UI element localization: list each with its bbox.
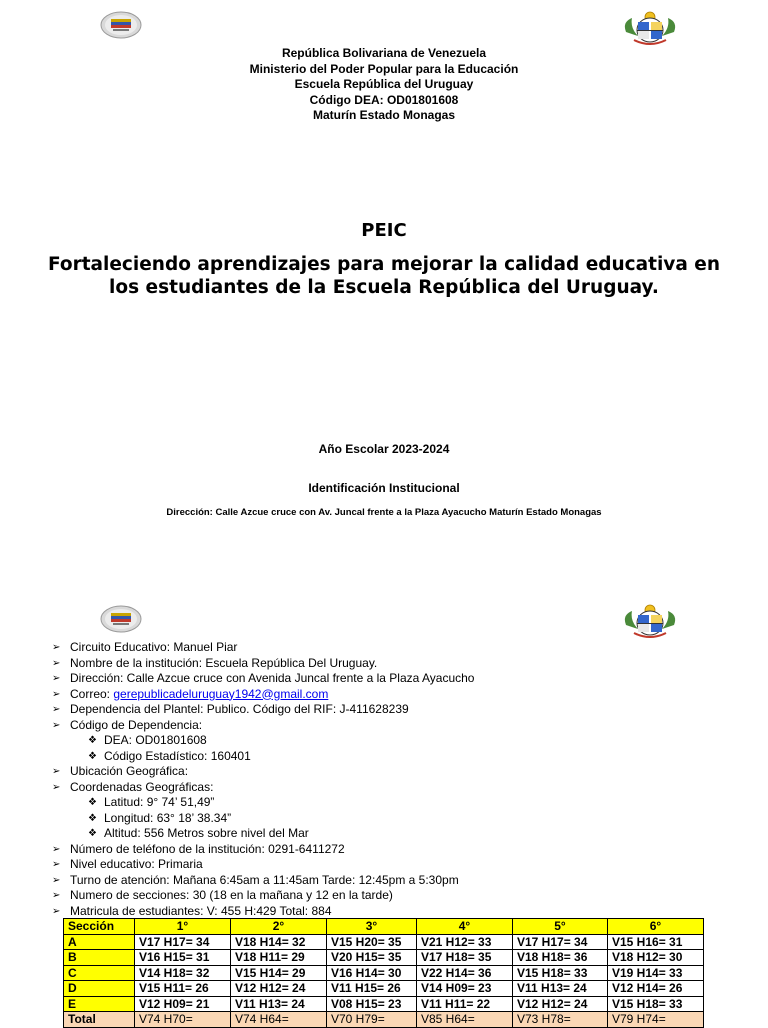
diamond-bullet-icon: ❖ xyxy=(88,750,97,762)
table-cell: V18 H18= 36 xyxy=(513,950,608,966)
arrow-bullet-icon: ➢ xyxy=(52,673,61,684)
header-line-location: Maturín Estado Monagas xyxy=(312,108,455,122)
table-cell: V15 H11= 26 xyxy=(135,981,231,997)
table-cell: V15 H14= 29 xyxy=(231,965,327,981)
table-cell: V20 H15= 35 xyxy=(327,950,417,966)
arrow-bullet-icon: ➢ xyxy=(52,766,61,777)
uruguay-coat-of-arms-icon xyxy=(620,603,680,639)
table-cell: V18 H12= 30 xyxy=(608,950,704,966)
header-line-country: República Bolivariana de Venezuela xyxy=(281,46,487,60)
section-label-cell: D xyxy=(64,981,135,997)
venezuela-seal-icon xyxy=(100,11,142,39)
institution-header xyxy=(0,46,768,124)
table-cell: V16 H14= 30 xyxy=(327,965,417,981)
header-line-ministry: Ministerio del Poder Popular para la Educación xyxy=(249,61,519,76)
list-item: ➢ Numero de secciones: 30 (18 en la mañana y 12 en la tarde) xyxy=(52,888,393,902)
table-cell: V17 H17= 34 xyxy=(135,934,231,950)
table-cell: V74 H64= xyxy=(231,1012,327,1028)
section-label-cell: E xyxy=(64,996,135,1012)
list-item: ➢ Nivel educativo: Primaria xyxy=(52,857,203,871)
arrow-bullet-icon: ➢ xyxy=(52,719,61,731)
table-cell: V11 H13= 24 xyxy=(231,996,327,1012)
sub-list-item: ❖ Latitud: 9° 74’ 51,49” xyxy=(88,795,215,809)
table-row xyxy=(64,996,704,1012)
table-cell: V17 H17= 34 xyxy=(513,934,608,950)
identification-heading: Identificación Institucional xyxy=(308,481,460,495)
table-cell: V08 H15= 23 xyxy=(327,996,417,1012)
project-title: Fortaleciendo aprendizajes para mejorar la calidad educativa en los estudiantes de la Escuela República del Uruguay. xyxy=(47,254,721,298)
arrow-bullet-icon: ➢ xyxy=(52,905,61,917)
list-item: ➢ Dirección: Calle Azcue cruce con Avenida Juncal frente a la Plaza Ayacucho xyxy=(52,671,475,685)
sections-table xyxy=(63,918,704,1028)
institution-info-list xyxy=(52,640,752,919)
list-item: ➢ Número de teléfono de la institución: 0291-6411272 xyxy=(52,841,345,856)
diamond-bullet-icon: ❖ xyxy=(88,735,97,746)
arrow-bullet-icon: ➢ xyxy=(52,642,61,653)
sub-list-item: ❖ Altitud: 556 Metros sobre nivel del Mar xyxy=(88,826,309,840)
table-cell: V21 H12= 33 xyxy=(417,934,513,950)
section-label-cell: C xyxy=(64,965,135,981)
table-total-row xyxy=(64,1012,704,1028)
table-cell: V15 H18= 33 xyxy=(608,996,704,1012)
list-item: ➢ Ubicación Geográfica: xyxy=(52,764,189,778)
column-header: 2° xyxy=(231,919,327,935)
list-item: ➢ Circuito Educativo: Manuel Piar xyxy=(52,640,238,654)
table-cell: V79 H74= xyxy=(608,1012,704,1028)
arrow-bullet-icon: ➢ xyxy=(52,704,61,715)
table-cell: V18 H11= 29 xyxy=(231,950,327,966)
header-line-school: Escuela República del Uruguay xyxy=(294,77,474,91)
diamond-bullet-icon: ❖ xyxy=(88,812,97,824)
list-item: ➢ Dependencia del Plantel: Publico. Código del RIF: J-411628239 xyxy=(52,702,409,716)
sub-list-item: ❖ DEA: OD01801608 xyxy=(88,733,207,747)
list-item: ➢ Turno de atención: Mañana 6:45am a 11:45am Tarde: 12:45pm a 5:30pm xyxy=(52,872,459,887)
uruguay-coat-of-arms-icon xyxy=(620,10,680,46)
arrow-bullet-icon: ➢ xyxy=(52,874,61,886)
venezuela-seal-icon xyxy=(100,605,142,633)
list-item: ➢ Código de Dependencia: xyxy=(52,717,203,732)
arrow-bullet-icon: ➢ xyxy=(52,859,61,870)
list-item: ➢ Coordenadas Geográficas: xyxy=(52,779,214,794)
arrow-bullet-icon: ➢ xyxy=(52,688,61,700)
table-cell: V12 H14= 26 xyxy=(608,981,704,997)
list-item: ➢ Nombre de la institución: Escuela República Del Uruguay. xyxy=(52,655,378,670)
sub-list-item: ❖ Longitud: 63° 18’ 38.34” xyxy=(88,810,232,825)
table-cell: V11 H13= 24 xyxy=(513,981,608,997)
table-cell: V74 H70= xyxy=(135,1012,231,1028)
table-cell: V12 H12= 24 xyxy=(231,981,327,997)
sub-list-item: ❖ Código Estadístico: 160401 xyxy=(88,748,251,763)
table-cell: V14 H09= 23 xyxy=(417,981,513,997)
table-cell: V19 H14= 33 xyxy=(608,965,704,981)
column-header: 1° xyxy=(135,919,231,935)
table-cell: V12 H09= 21 xyxy=(135,996,231,1012)
table-cell: V15 H20= 35 xyxy=(327,934,417,950)
column-header: 6° xyxy=(608,919,704,935)
column-header: 3° xyxy=(327,919,417,935)
arrow-bullet-icon: ➢ xyxy=(52,657,61,669)
table-cell: V18 H14= 32 xyxy=(231,934,327,950)
section-label-cell: A xyxy=(64,934,135,950)
table-cell: V14 H18= 32 xyxy=(135,965,231,981)
arrow-bullet-icon: ➢ xyxy=(52,843,61,855)
table-cell: V11 H15= 26 xyxy=(327,981,417,997)
table-row xyxy=(64,934,704,950)
column-header: 5° xyxy=(513,919,608,935)
list-item: ➢ Matricula de estudiantes: V: 455 H:429 Total: 884 xyxy=(52,903,332,918)
table-cell: V70 H79= xyxy=(327,1012,417,1028)
table-cell: V16 H15= 31 xyxy=(135,950,231,966)
column-header: Sección xyxy=(64,919,135,935)
arrow-bullet-icon: ➢ xyxy=(52,890,61,901)
table-cell: V15 H16= 31 xyxy=(608,934,704,950)
table-cell: V85 H64= xyxy=(417,1012,513,1028)
table-cell: V73 H78= xyxy=(513,1012,608,1028)
table-cell: V17 H18= 35 xyxy=(417,950,513,966)
table-header-row xyxy=(64,919,704,935)
table-row xyxy=(64,981,704,997)
table-row xyxy=(64,950,704,966)
column-header: 4° xyxy=(417,919,513,935)
table-cell: V22 H14= 36 xyxy=(417,965,513,981)
arrow-bullet-icon: ➢ xyxy=(52,781,61,793)
diamond-bullet-icon: ❖ xyxy=(88,797,97,808)
diamond-bullet-icon: ❖ xyxy=(88,828,97,839)
peic-label: PEIC xyxy=(361,220,407,241)
list-item: ➢ Correo: gerepublicadeluruguay1942@gmail.com xyxy=(52,686,329,701)
table-cell: V15 H18= 33 xyxy=(513,965,608,981)
email-link[interactable]: gerepublicadeluruguay1942@gmail.com xyxy=(113,686,329,701)
section-label-cell: B xyxy=(64,950,135,966)
school-year: Año Escolar 2023-2024 xyxy=(318,442,450,456)
header-line-dea-code: Código DEA: OD01801608 xyxy=(309,92,459,107)
section-label-cell: Total xyxy=(64,1012,135,1028)
address-line: Dirección: Calle Azcue cruce con Av. Juncal frente a la Plaza Ayacucho Maturín Estado Monagas xyxy=(166,507,602,518)
table-cell: V12 H12= 24 xyxy=(513,996,608,1012)
table-cell: V11 H11= 22 xyxy=(417,996,513,1012)
table-row xyxy=(64,965,704,981)
